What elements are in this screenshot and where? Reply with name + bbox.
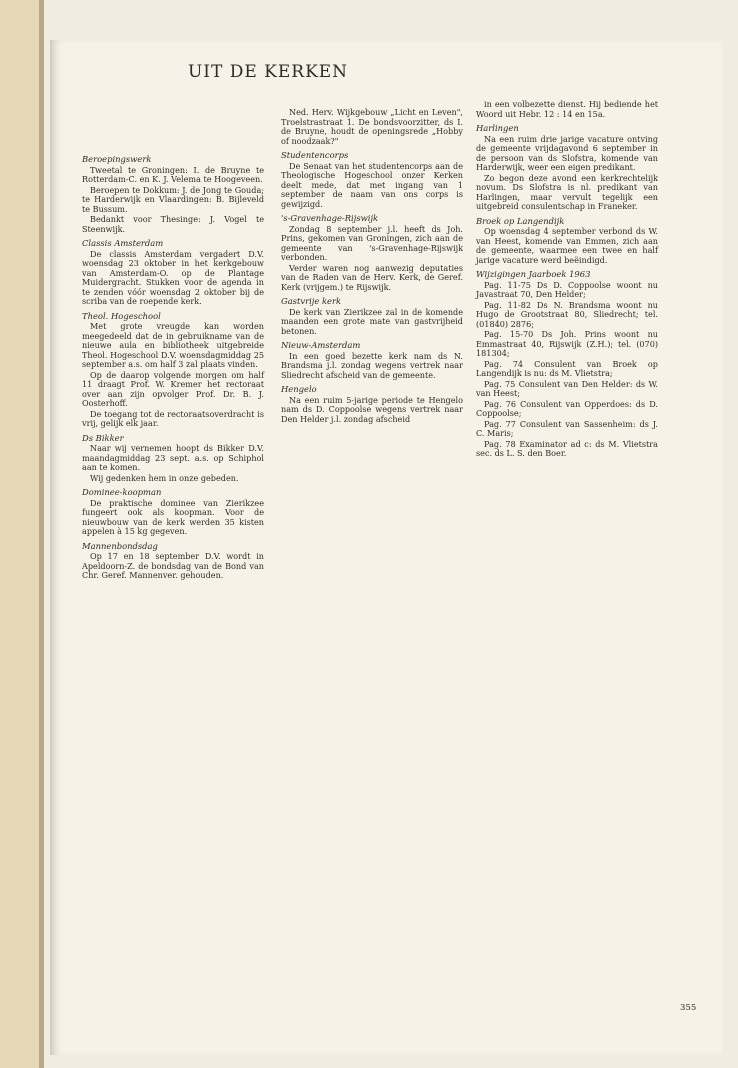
- page-fold: [39, 0, 44, 1068]
- paragraph: Beroepen te Dokkum: J. de Jong te Gouda; te Harderwijk en Vlaardingen: B. Bijleveld te Bussum.: [82, 184, 264, 214]
- paragraph: De toegang tot de rectoraatsoverdracht is vrij, gelijk elk jaar.: [82, 408, 264, 428]
- section-heading: Beroepingswerk: [82, 154, 152, 164]
- paragraph: Naar wij vernemen hoopt ds Bikker D.V. maandagmiddag 23 sept. a.s. op Schiphol aan te komen.: [82, 443, 264, 472]
- page-number: 355: [680, 1003, 697, 1013]
- paragraph: Na een ruim drie jarige vacature ontving de gemeente vrijdagavond 6 september in de persoon van ds Slofstra, komende van Harderwijk, weer een eigen predikant.: [476, 133, 658, 172]
- paragraph: Verder waren nog aanwezig deputaties van de Raden van de Herv. Kerk, de Geref. Kerk (vrijgem.) te Rijswijk.: [281, 262, 463, 292]
- paragraph: in een volbezette dienst. Hij bediende het Woord uit Hebr. 12 : 14 en 15a.: [476, 99, 658, 119]
- paragraph: Pag. 11-82 Ds N. Brandsma woont nu Hugo de Grootstraat 80, Sliedrecht; tel. (01840) 2876;: [476, 299, 658, 329]
- section-heading: Harlingen: [476, 123, 519, 133]
- paragraph: Bedankt voor Thesinge: J. Vogel te Steenwijk.: [82, 214, 264, 234]
- section-heading: Wijzigingen Jaarboek 1963: [476, 269, 591, 279]
- paragraph: Pag. 74 Consulent van Broek op Langendijk is nu: ds M. Vlietstra;: [476, 358, 658, 378]
- paragraph: In een goed bezette kerk nam ds N. Brandsma j.l. zondag wegens vertrek naar Sliedrecht afscheid van de gemeente.: [281, 350, 463, 380]
- paragraph: Tweetal te Groningen: I. de Bruyne te Rotterdam-C. en K. J. Velema te Hoogeveen.: [82, 164, 264, 184]
- section-heading: Classis Amsterdam: [82, 238, 164, 248]
- paragraph: De kerk van Zierikzee zal in de komende maanden een grote mate van gastvrijheid betonen.: [281, 306, 463, 336]
- paragraph: Na een ruim 5-jarige periode te Hengelo nam ds D. Coppoolse wegens vertrek naar Den Helder j.l. zondag afscheid: [281, 394, 463, 424]
- paragraph: Op woensdag 4 september verbond ds W. van Heest, komende van Emmen, zich aan de gemeente, waarmee een twee en half jarige vacature werd beëindigd.: [476, 226, 658, 265]
- section-heading: 's-Gravenhage-Rijswijk: [281, 213, 379, 223]
- section-heading: Theol. Hogeschool: [82, 310, 161, 321]
- previous-page-edge: [0, 0, 44, 1068]
- paragraph: Pag. 77 Consulent van Sassenheim: ds J. C. Maris;: [476, 418, 658, 438]
- column-3: [476, 100, 658, 460]
- page-title: UIT DE KERKEN: [187, 62, 349, 82]
- section-heading: Hengelo: [281, 384, 317, 394]
- paragraph: Pag. 75 Consulent van Den Helder: ds W. van Heest;: [476, 378, 658, 398]
- paragraph: Ned. Herv. Wijkgebouw „Licht en Leven", Troelstrastraat 1. De bondsvoorzitter, ds I. de Bruyne, houdt de openingsrede „Hobby of noodzaak?": [281, 107, 463, 146]
- section-heading: Gastvrije kerk: [281, 296, 342, 306]
- paragraph: Pag. 76 Consulent van Opperdoes: ds D. Coppoolse;: [476, 398, 658, 418]
- paragraph: Pag. 78 Examinator ad c: ds M. Vlietstra sec. ds L. S. den Boer.: [476, 438, 658, 458]
- column-2: [281, 108, 463, 425]
- paragraph: Wij gedenken hem in onze gebeden.: [90, 472, 239, 483]
- column-1: [82, 150, 264, 582]
- paragraph: Pag. 15-70 Ds Joh. Prins woont nu Emmastraat 40, Rijswijk (Z.H.); tel. (070) 181304;: [476, 329, 658, 358]
- section-heading: Ds Bikker: [82, 432, 124, 443]
- paragraph: De classis Amsterdam vergadert D.V. woensdag 23 oktober in het kerkgebouw van Amsterdam-O. op de Plantage Muidergracht. Stukken voor de agenda in te zenden vóór woensdag 2 oktober bij de scriba van de roepende kerk.: [82, 248, 264, 306]
- paragraph: Zondag 8 september j.l. heeft ds Joh. Prins, gekomen van Groningen, zich aan de gemeente van 's-Gravenhage-Rijswijk verbonden.: [281, 223, 463, 262]
- paragraph: Pag. 11-75 Ds D. Coppoolse woont nu Javastraat 70, Den Helder;: [476, 279, 658, 299]
- section-heading: Studentencorps: [281, 150, 349, 160]
- paragraph: Zo begon deze avond een kerkrechtelijk novum. Ds Slofstra is nl. predikant van Harlingen, maar vervult tegelijk een uitgebreid consulentschap in Franeker.: [476, 172, 658, 211]
- paragraph: De Senaat van het studentencorps aan de Theologische Hogeschool onzer Kerken deelt mede, dat met ingang van 1 september de naam van ons corps is gewijzigd.: [281, 160, 463, 209]
- paragraph: Met grote vreugde kan worden meegedeeld dat de in gebruikname van de nieuwe aula en bibliotheek uitgebreide Theol. Hogeschool D.V. woensdagmiddag 25 september a.s. om half 3 zal plaats vinden.: [82, 321, 264, 369]
- paragraph: De praktische dominee van Zierikzee fungeert ook als koopman. Voor de nieuwbouw van de kerk werden 35 kisten appelen à 15 kg gegeven.: [82, 497, 264, 536]
- section-heading: Mannenbondsdag: [82, 540, 158, 551]
- paragraph: Op de daarop volgende morgen om half 11 draagt Prof. W. Kremer het rectoraat over aan zijn opvolger Prof. Dr. B. J. Oosterhoff.: [82, 369, 264, 408]
- section-heading: Nieuw-Amsterdam: [281, 340, 361, 350]
- section-heading: Dominee-koopman: [82, 487, 162, 497]
- paragraph: Op 17 en 18 september D.V. wordt in Apeldoorn-Z. de bondsdag van de Bond van Chr. Geref. Mannenver. gehouden.: [82, 551, 264, 580]
- section-heading: Broek op Langendijk: [476, 215, 565, 226]
